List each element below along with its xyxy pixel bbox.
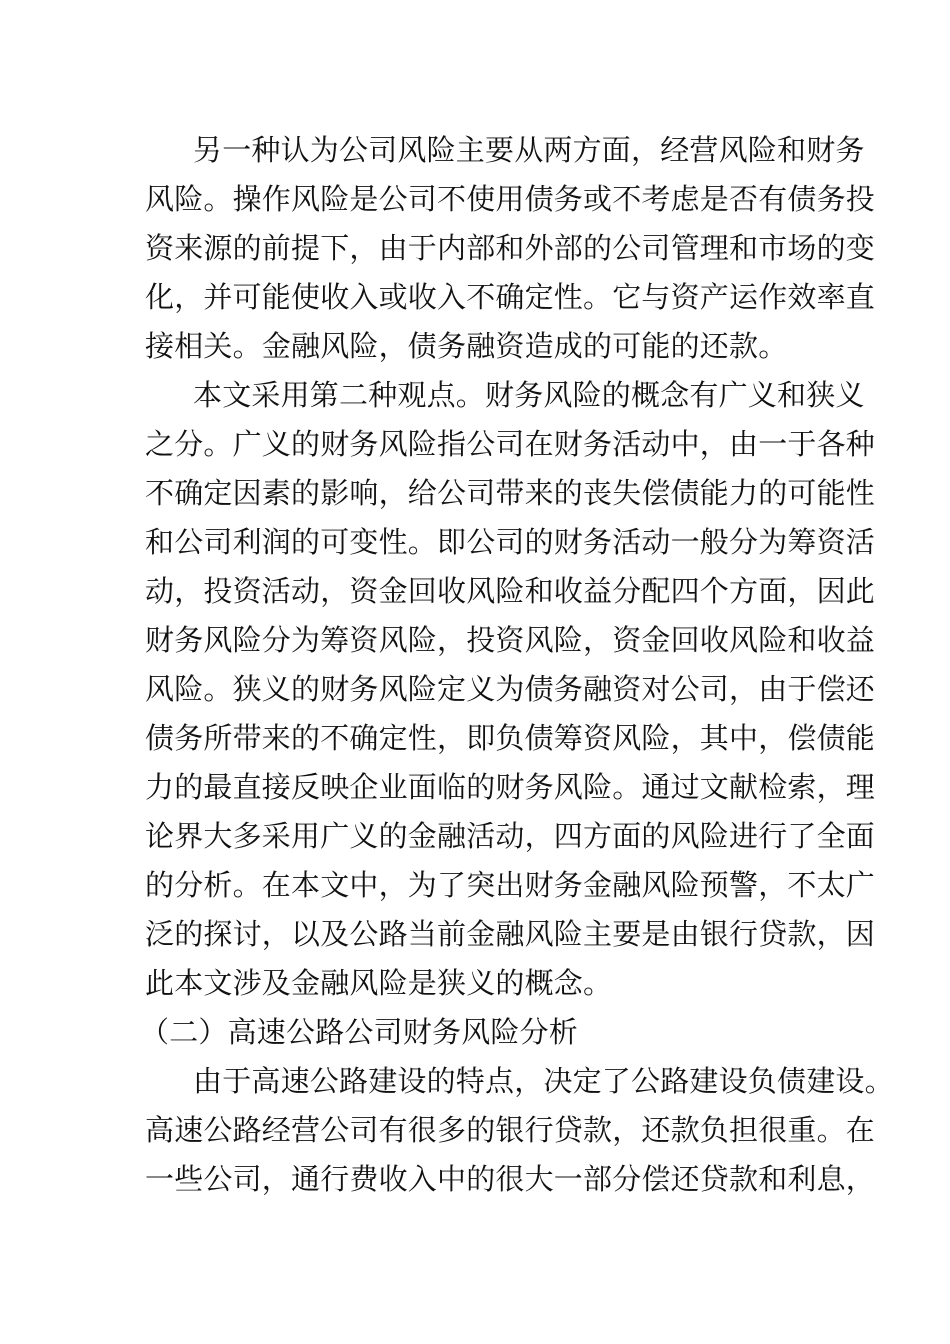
text-line-1: 另一种认为公司风险主要从两方面，经营风险和财务 (193, 133, 865, 167)
text-line-9: 和公司利润的可变性。即公司的财务活动一般分为筹资活 (145, 525, 876, 559)
text-line-20: 由于高速公路建设的特点，决定了公路建设负债建设。 (193, 1064, 894, 1098)
text-line-18: 此本文涉及金融风险是狭义的概念。 (145, 966, 613, 1000)
text-line-16: 的分析。在本文中，为了突出财务金融风险预警，不太广 (145, 868, 876, 902)
text-line-10: 动，投资活动，资金回收风险和收益分配四个方面，因此 (145, 574, 876, 608)
text-line-3: 资来源的前提下，由于内部和外部的公司管理和市场的变 (145, 231, 876, 265)
text-line-12: 风险。狭义的财务风险定义为债务融资对公司，由于偿还 (145, 672, 876, 706)
text-line-13: 债务所带来的不确定性，即负债筹资风险，其中，偿债能 (145, 721, 876, 755)
section-heading: （二）高速公路公司财务风险分析 (140, 1015, 579, 1049)
text-line-2: 风险。操作风险是公司不使用债务或不考虑是否有债务投 (145, 182, 876, 216)
text-line-5: 接相关。金融风险，债务融资造成的可能的还款。 (145, 329, 788, 363)
text-line-7: 之分。广义的财务风险指公司在财务活动中，由一于各种 (145, 427, 876, 461)
text-line-22: 一些公司，通行费收入中的很大一部分偿还贷款和利息， (145, 1162, 876, 1196)
text-line-6: 本文采用第二种观点。财务风险的概念有广义和狭义 (193, 378, 865, 412)
text-line-17: 泛的探讨，以及公路当前金融风险主要是由银行贷款，因 (145, 917, 876, 951)
text-line-14: 力的最直接反映企业面临的财务风险。通过文献检索，理 (145, 770, 876, 804)
text-line-11: 财务风险分为筹资风险，投资风险，资金回收风险和收益 (145, 623, 876, 657)
text-line-8: 不确定因素的影响，给公司带来的丧失偿债能力的可能性 (145, 476, 876, 510)
text-line-4: 化，并可能使收入或收入不确定性。它与资产运作效率直 (145, 280, 876, 314)
text-line-21: 高速公路经营公司有很多的银行贷款，还款负担很重。在 (145, 1113, 876, 1147)
text-line-15: 论界大多采用广义的金融活动，四方面的风险进行了全面 (145, 819, 876, 853)
